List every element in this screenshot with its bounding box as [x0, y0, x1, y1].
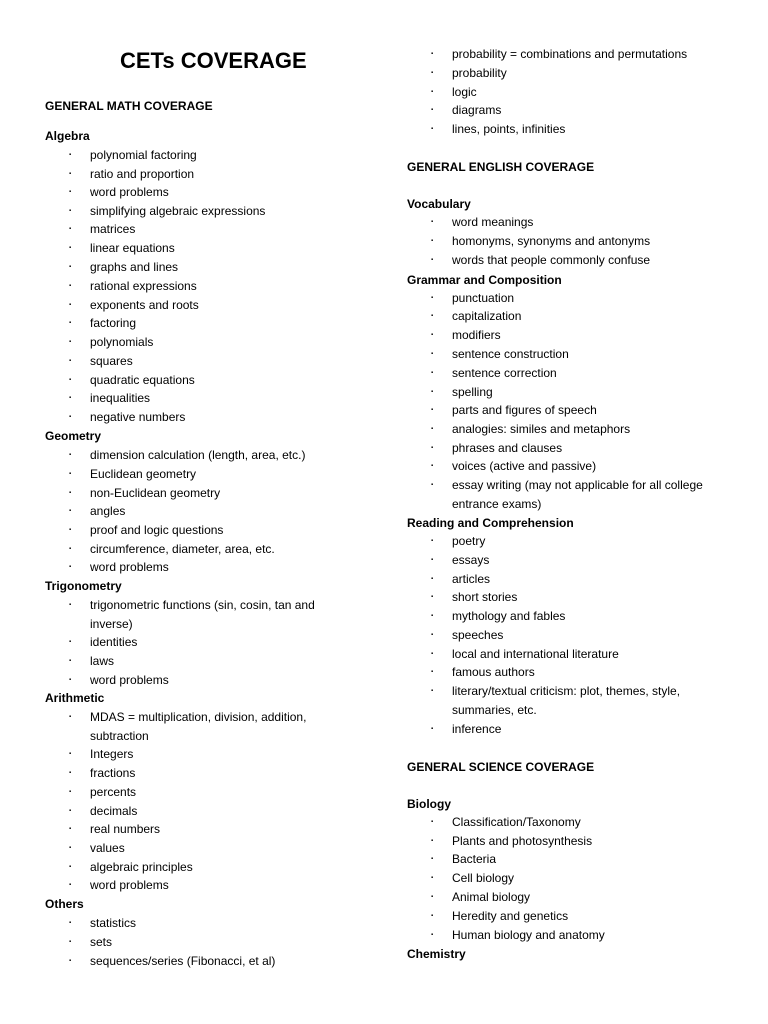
list-item: ▪ speeches — [407, 626, 727, 645]
bullet-icon: ▪ — [69, 490, 72, 496]
bullet-icon: ▪ — [431, 238, 434, 244]
list-item: ▪ word problems — [45, 558, 335, 577]
bullet-icon: ▪ — [431, 913, 434, 919]
bullet-icon: ▪ — [69, 171, 72, 177]
biology-heading: Biology — [407, 797, 451, 811]
bullet-icon: ▪ — [69, 226, 72, 232]
list-item: ▪ rational expressions — [45, 277, 335, 296]
list-item: ▪ sentence construction — [407, 345, 727, 364]
bullet-icon: ▪ — [69, 245, 72, 251]
list-item: ▪ polynomial factoring — [45, 146, 335, 165]
list-item: ▪ parts and figures of speech — [407, 401, 727, 420]
bullet-icon: ▪ — [431, 370, 434, 376]
list-item: ▪ Classification/Taxonomy — [407, 813, 727, 832]
list-item: ▪ non-Euclidean geometry — [45, 484, 335, 503]
document-title: CETs COVERAGE — [120, 48, 307, 73]
bullet-icon: ▪ — [69, 527, 72, 533]
bullet-icon: ▪ — [431, 632, 434, 638]
reading-heading: Reading and Comprehension — [407, 516, 574, 530]
chemistry-heading: Chemistry — [407, 947, 466, 961]
list-item: ▪ polynomials — [45, 333, 335, 352]
bullet-icon: ▪ — [69, 152, 72, 158]
bullet-icon: ▪ — [69, 377, 72, 383]
bullet-icon: ▪ — [69, 808, 72, 814]
bullet-icon: ▪ — [69, 208, 72, 214]
list-item: ▪ phrases and clauses — [407, 439, 727, 458]
list-item: ▪ modifiers — [407, 326, 727, 345]
bullet-icon: ▪ — [431, 51, 434, 57]
bullet-icon: ▪ — [69, 958, 72, 964]
list-item: ▪ simplifying algebraic expressions — [45, 202, 335, 221]
bullet-icon: ▪ — [69, 920, 72, 926]
english-section-heading: GENERAL ENGLISH COVERAGE — [407, 160, 595, 174]
list-item: ▪ quadratic equations — [45, 371, 335, 390]
geometry-heading: Geometry — [45, 429, 102, 443]
list-item: ▪ sentence correction — [407, 364, 727, 383]
bullet-icon: ▪ — [431, 107, 434, 113]
list-item: ▪ Integers — [45, 745, 335, 764]
list-item: ▪ Bacteria — [407, 850, 727, 869]
list-item: ▪ ratio and proportion — [45, 165, 335, 184]
bullet-icon: ▪ — [69, 826, 72, 832]
list-item: ▪ trigonometric functions (sin, cosin, tan and inverse) — [69, 598, 315, 631]
bullet-icon: ▪ — [69, 339, 72, 345]
bullet-icon: ▪ — [431, 613, 434, 619]
list-item: ▪ spelling — [407, 383, 727, 402]
list-item: ▪ logic — [407, 83, 727, 102]
bullet-icon: ▪ — [431, 557, 434, 563]
list-item: ▪ words that people commonly confuse — [407, 251, 727, 270]
bullet-icon: ▪ — [69, 770, 72, 776]
bullet-icon: ▪ — [69, 264, 72, 270]
bullet-icon: ▪ — [69, 283, 72, 289]
math-section-heading: GENERAL MATH COVERAGE — [45, 99, 213, 113]
list-item: ▪ angles — [45, 502, 335, 521]
bullet-icon: ▪ — [69, 508, 72, 514]
bullet-icon: ▪ — [431, 726, 434, 732]
list-item: ▪ word problems — [45, 671, 335, 690]
bullet-icon: ▪ — [69, 789, 72, 795]
bullet-icon: ▪ — [69, 602, 72, 608]
bullet-icon: ▪ — [431, 688, 434, 694]
list-item: ▪ fractions — [45, 764, 335, 783]
list-item: ▪ factoring — [45, 314, 335, 333]
list-item: ▪ capitalization — [407, 307, 727, 326]
list-item: ▪ Euclidean geometry — [45, 465, 335, 484]
bullet-icon: ▪ — [69, 639, 72, 645]
bullet-icon: ▪ — [69, 564, 72, 570]
list-item: ▪ punctuation — [407, 289, 727, 308]
science-section-heading: GENERAL SCIENCE COVERAGE — [407, 760, 595, 774]
grammar-heading: Grammar and Composition — [407, 273, 562, 287]
bullet-icon: ▪ — [69, 677, 72, 683]
bullet-icon: ▪ — [69, 751, 72, 757]
bullet-icon: ▪ — [431, 89, 434, 95]
bullet-icon: ▪ — [69, 302, 72, 308]
bullet-icon: ▪ — [431, 856, 434, 862]
list-item: ▪ real numbers — [45, 820, 335, 839]
bullet-icon: ▪ — [431, 70, 434, 76]
bullet-icon: ▪ — [69, 414, 72, 420]
list-item: ▪ exponents and roots — [45, 296, 335, 315]
list-item: ▪ negative numbers — [45, 408, 335, 427]
bullet-icon: ▪ — [431, 594, 434, 600]
bullet-icon: ▪ — [69, 882, 72, 888]
list-item: ▪ lines, points, infinities — [407, 120, 727, 139]
list-item: ▪ Human biology and anatomy — [407, 926, 727, 945]
bullet-icon: ▪ — [431, 295, 434, 301]
list-item: ▪ dimension calculation (length, area, etc.) — [45, 446, 335, 465]
bullet-icon: ▪ — [69, 939, 72, 945]
list-item: ▪ literary/textual criticism: plot, themes, style, summaries, etc. — [431, 684, 681, 717]
bullet-icon: ▪ — [431, 126, 434, 132]
list-item: ▪ laws — [45, 652, 335, 671]
bullet-icon: ▪ — [69, 395, 72, 401]
bullet-icon: ▪ — [431, 932, 434, 938]
bullet-icon: ▪ — [69, 864, 72, 870]
list-item: ▪ probability = combinations and permutations — [407, 45, 727, 64]
list-item: ▪ essay writing (may not applicable for all college entrance exams) — [431, 478, 703, 511]
bullet-icon: ▪ — [431, 257, 434, 263]
bullet-icon: ▪ — [431, 219, 434, 225]
bullet-icon: ▪ — [69, 471, 72, 477]
bullet-icon: ▪ — [431, 332, 434, 338]
list-item: ▪ identities — [45, 633, 335, 652]
list-item: ▪ poetry — [407, 532, 727, 551]
bullet-icon: ▪ — [69, 452, 72, 458]
list-item: ▪ articles — [407, 570, 727, 589]
bullet-icon: ▪ — [431, 875, 434, 881]
list-item: ▪ homonyms, synonyms and antonyms — [407, 232, 727, 251]
bullet-icon: ▪ — [69, 845, 72, 851]
list-item: ▪ word problems — [45, 183, 335, 202]
list-item: ▪ voices (active and passive) — [407, 457, 727, 476]
vocabulary-heading: Vocabulary — [407, 197, 471, 211]
list-item: ▪ essays — [407, 551, 727, 570]
list-item: ▪ inference — [407, 720, 727, 739]
list-item: ▪ Heredity and genetics — [407, 907, 727, 926]
list-item: ▪ statistics — [45, 914, 335, 933]
bullet-icon: ▪ — [431, 463, 434, 469]
bullet-icon: ▪ — [69, 189, 72, 195]
list-item: ▪ squares — [45, 352, 335, 371]
bullet-icon: ▪ — [431, 482, 434, 488]
bullet-icon: ▪ — [431, 351, 434, 357]
bullet-icon: ▪ — [69, 546, 72, 552]
list-item: ▪ sets — [45, 933, 335, 952]
list-item: ▪ famous authors — [407, 663, 727, 682]
list-item: ▪ diagrams — [407, 101, 727, 120]
list-item: ▪ probability — [407, 64, 727, 83]
bullet-icon: ▪ — [431, 538, 434, 544]
list-item: ▪ matrices — [45, 220, 335, 239]
bullet-icon: ▪ — [69, 320, 72, 326]
list-item: ▪ Animal biology — [407, 888, 727, 907]
list-item: ▪ Plants and photosynthesis — [407, 832, 727, 851]
list-item: ▪ inequalities — [45, 389, 335, 408]
list-item: ▪ local and international literature — [407, 645, 727, 664]
bullet-icon: ▪ — [431, 669, 434, 675]
bullet-icon: ▪ — [431, 407, 434, 413]
list-item: ▪ analogies: similes and metaphors — [407, 420, 727, 439]
algebra-heading: Algebra — [45, 129, 90, 143]
list-item: ▪ MDAS = multiplication, division, addition, subtraction — [69, 710, 307, 743]
list-item: ▪ sequences/series (Fibonacci, et al) — [45, 952, 335, 971]
list-item: ▪ percents — [45, 783, 335, 802]
bullet-icon: ▪ — [431, 819, 434, 825]
others-heading: Others — [45, 897, 84, 911]
list-item: ▪ algebraic principles — [45, 858, 335, 877]
list-item: ▪ word problems — [45, 876, 335, 895]
bullet-icon: ▪ — [69, 658, 72, 664]
bullet-icon: ▪ — [431, 313, 434, 319]
arithmetic-heading: Arithmetic — [45, 691, 105, 705]
list-item: ▪ proof and logic questions — [45, 521, 335, 540]
bullet-icon: ▪ — [431, 576, 434, 582]
list-item: ▪ circumference, diameter, area, etc. — [45, 540, 335, 559]
bullet-icon: ▪ — [431, 894, 434, 900]
bullet-icon: ▪ — [431, 838, 434, 844]
bullet-icon: ▪ — [69, 714, 72, 720]
list-item: ▪ mythology and fables — [407, 607, 727, 626]
list-item: ▪ short stories — [407, 588, 727, 607]
bullet-icon: ▪ — [431, 445, 434, 451]
bullet-icon: ▪ — [69, 358, 72, 364]
bullet-icon: ▪ — [431, 389, 434, 395]
list-item: ▪ values — [45, 839, 335, 858]
list-item: ▪ word meanings — [407, 213, 727, 232]
list-item: ▪ Cell biology — [407, 869, 727, 888]
list-item: ▪ decimals — [45, 802, 335, 821]
list-item: ▪ linear equations — [45, 239, 335, 258]
list-item: ▪ graphs and lines — [45, 258, 335, 277]
bullet-icon: ▪ — [431, 651, 434, 657]
trigonometry-heading: Trigonometry — [45, 579, 122, 593]
bullet-icon: ▪ — [431, 426, 434, 432]
